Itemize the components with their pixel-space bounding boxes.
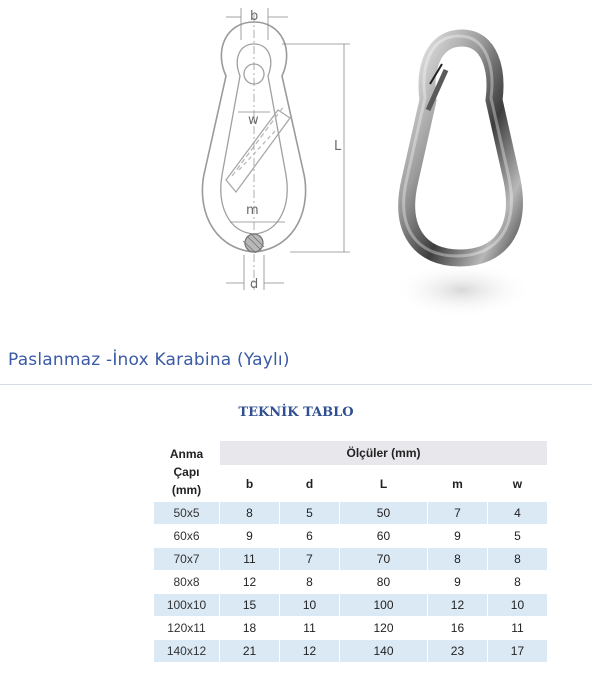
cell-w: 5: [488, 525, 548, 548]
header-olculer: Ölçüler (mm): [220, 441, 548, 466]
cell-L: 70: [340, 548, 428, 571]
header-anma-line-2: Çapı: [173, 465, 200, 479]
cell-L: 120: [340, 617, 428, 640]
cell-w: 8: [488, 571, 548, 594]
technical-drawing: [202, 8, 350, 290]
header-anma: [154, 441, 220, 502]
cell-L: 80: [340, 571, 428, 594]
cell-b: 21: [220, 640, 280, 663]
cell-b: 11: [220, 548, 280, 571]
cell-w: 17: [488, 640, 548, 663]
column-header-d: d: [280, 466, 340, 502]
header-anma-line-3: (mm): [171, 483, 202, 497]
cell-size: 100x10: [154, 594, 220, 617]
cell-w: 10: [488, 594, 548, 617]
cell-m: 23: [428, 640, 488, 663]
carabiner-photo: [392, 36, 532, 318]
cell-w: 8: [488, 548, 548, 571]
cell-w: 4: [488, 502, 548, 525]
cell-b: 18: [220, 617, 280, 640]
table-row: [154, 548, 548, 571]
table-row: [154, 594, 548, 617]
cell-L: 100: [340, 594, 428, 617]
table-row: [154, 640, 548, 663]
cell-size: 140x12: [154, 640, 220, 663]
cell-m: 7: [428, 502, 488, 525]
cell-b: 12: [220, 571, 280, 594]
table-row: [154, 617, 548, 640]
cell-d: 10: [280, 594, 340, 617]
cell-d: 11: [280, 617, 340, 640]
cell-b: 9: [220, 525, 280, 548]
dim-label-w: w: [248, 113, 259, 128]
cell-L: 60: [340, 525, 428, 548]
column-header-m: m: [428, 466, 488, 502]
cell-b: 15: [220, 594, 280, 617]
table-row: [154, 525, 548, 548]
dim-label-L: L: [334, 139, 342, 154]
spec-table: [154, 441, 548, 663]
table-header-row: [154, 441, 548, 466]
page-title: Paslanmaz -İnox Karabina (Yaylı): [8, 350, 290, 370]
cell-size: 50x5: [154, 502, 220, 525]
dim-label-d: d: [250, 277, 259, 292]
cell-m: 12: [428, 594, 488, 617]
cell-size: 70x7: [154, 548, 220, 571]
cell-d: 8: [280, 571, 340, 594]
column-header-b: b: [220, 466, 280, 502]
column-header-w: w: [488, 466, 548, 502]
product-figure: [0, 0, 592, 330]
cell-size: 120x11: [154, 617, 220, 640]
cell-m: 9: [428, 525, 488, 548]
cell-size: 80x8: [154, 571, 220, 594]
cell-m: 8: [428, 548, 488, 571]
dim-label-b: b: [250, 9, 259, 24]
cell-size: 60x6: [154, 525, 220, 548]
table-row: [154, 502, 548, 525]
carabiner-drawing: [0, 0, 592, 330]
dim-label-m: m: [246, 203, 259, 218]
divider: [0, 384, 592, 385]
table-title: TEKNİK TABLO: [238, 405, 354, 420]
cell-L: 140: [340, 640, 428, 663]
cell-d: 7: [280, 548, 340, 571]
cell-d: 5: [280, 502, 340, 525]
cell-L: 50: [340, 502, 428, 525]
cell-m: 9: [428, 571, 488, 594]
cell-d: 6: [280, 525, 340, 548]
cell-w: 11: [488, 617, 548, 640]
cell-d: 12: [280, 640, 340, 663]
cell-m: 16: [428, 617, 488, 640]
header-anma-line-1: Anma: [169, 447, 204, 461]
table-body: [154, 502, 548, 663]
column-header-L: L: [340, 466, 428, 502]
table-row: [154, 571, 548, 594]
cell-b: 8: [220, 502, 280, 525]
